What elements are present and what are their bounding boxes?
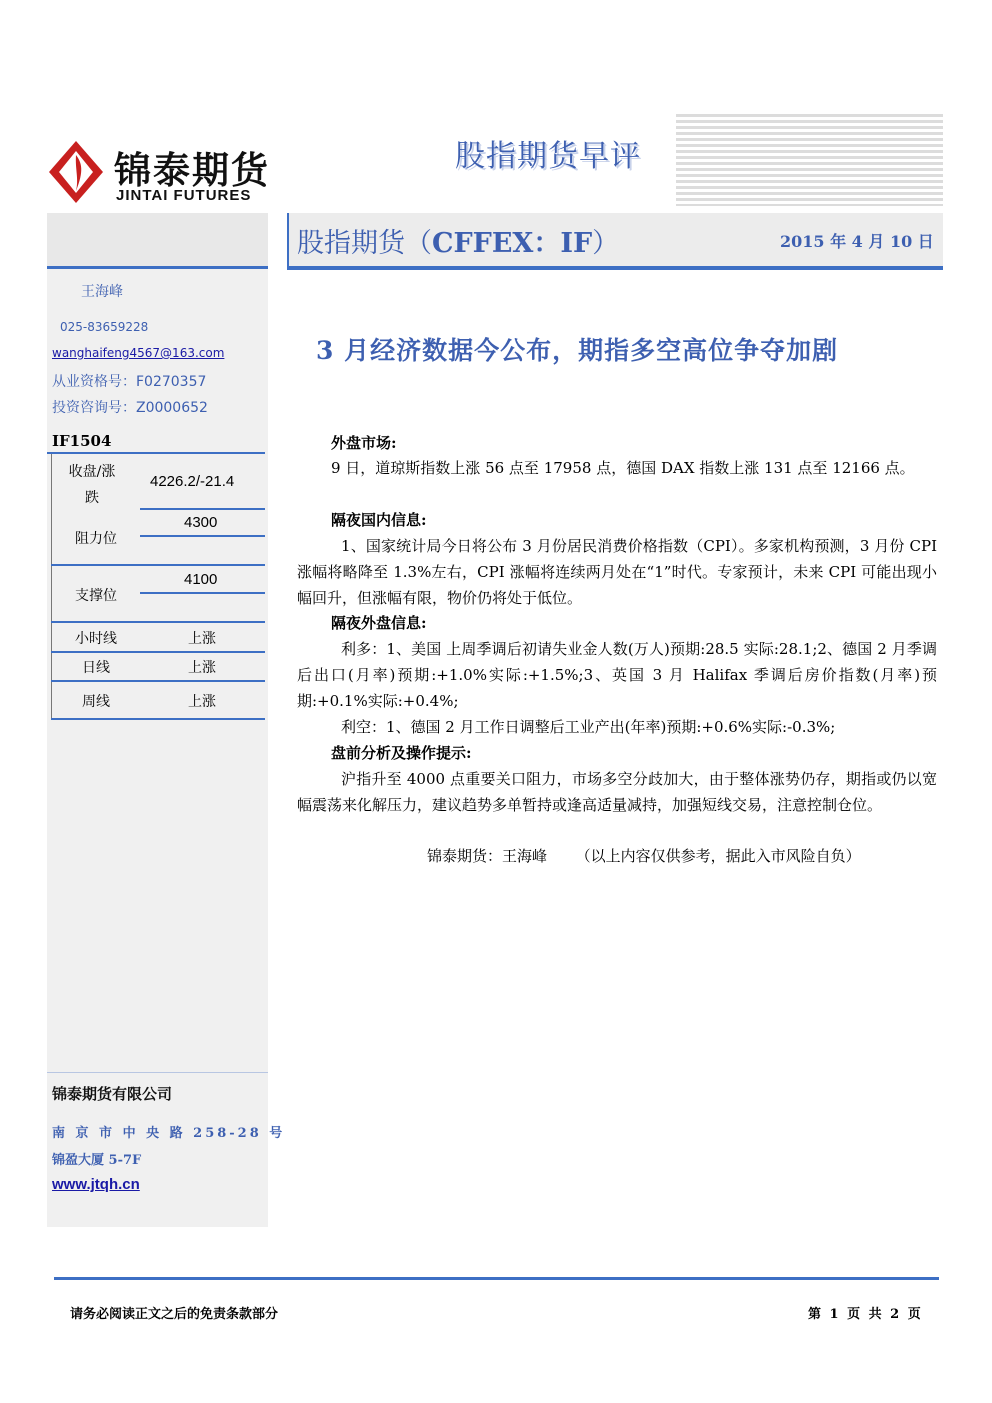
report-title: 股指期货早评 — [455, 139, 641, 174]
section-paragraph: 9 日，道琼斯指数上涨 56 点至 17958 点，德国 DAX 指数上涨 131 点至 12166 点。 — [331, 459, 915, 477]
page-number: 第 1 页 共 2 页 — [808, 1307, 923, 1322]
company-logo-icon — [49, 141, 103, 203]
table-divider — [51, 680, 265, 682]
contract-code: IF1504 — [52, 432, 112, 450]
header-accent-line — [287, 213, 289, 266]
table-value-weekly: 上涨 — [188, 694, 216, 710]
company-name: 锦泰期货有限公司 — [52, 1085, 173, 1103]
table-label-weekly: 周线 — [82, 694, 110, 710]
table-divider — [51, 651, 265, 653]
logo-chinese-name: 锦泰期货 — [114, 149, 270, 192]
article-headline: 3 月经济数据今公布，期指多空高位争夺加剧 — [316, 336, 839, 365]
author-phone: 025-83659228 — [60, 320, 149, 334]
footer-divider — [54, 1277, 939, 1280]
table-label-close — [60, 459, 124, 511]
contract-divider — [47, 452, 265, 454]
table-label-resistance: 阻力位 — [75, 531, 117, 547]
table-label-daily: 日线 — [82, 660, 110, 676]
sidebar-header-block — [47, 213, 268, 266]
author-email-link[interactable]: wanghaifeng4567@163.com — [52, 346, 225, 360]
company-website-link[interactable]: www.jtqh.cn — [52, 1176, 140, 1193]
table-value-daily: 上涨 — [188, 660, 216, 676]
product-suffix: ） — [592, 228, 620, 259]
table-value-close: 4226.2/-21.4 — [150, 473, 235, 490]
section-paragraph: 利多：1、美国 上周季调后初请失业金人数(万人)预期:28.5 实际:28.1;2、德国 2 月季调后出口(月率)预期:+1.0%实际:+1.5%;3、英国 3 月 Halifax 季调后房价指数(月率)预期:+0.1%实际:+0.4%; — [297, 640, 937, 710]
table-divider — [140, 508, 265, 510]
table-divider — [51, 621, 265, 623]
company-address: 南 京 市 中 央 路 258-28 号 — [52, 1126, 286, 1141]
table-value-support: 4100 — [184, 571, 218, 588]
table-label-close-line2: 跌 — [85, 490, 99, 506]
logo-english-name: JINTAI FUTURES — [116, 187, 252, 204]
product-prefix: 股指期货（ — [297, 228, 432, 259]
section-title-overseas-market: 外盘市场: — [331, 434, 397, 452]
footer-disclaimer: 请务必阅读正文之后的免责条款部分 — [70, 1307, 279, 1322]
table-label-hourly: 小时线 — [75, 631, 117, 647]
company-divider — [47, 1072, 268, 1073]
table-value-hourly: 上涨 — [188, 631, 216, 647]
product-code: CFFEX：IF — [432, 228, 593, 259]
table-divider — [140, 592, 265, 594]
section-paragraph: 1、国家统计局今日将公布 3 月份居民消费价格指数（CPI）。多家机构预测，3 月份 CPI 涨幅将略降至 1.3%左右，CPI 涨幅将连续两月处在“1”时代。专家预计，未来 CPI 可能出现小幅回升，但涨幅有限，物价仍将处于低位。 — [297, 537, 937, 607]
decorative-stripes — [676, 114, 943, 206]
table-divider — [140, 535, 265, 537]
table-divider — [51, 564, 265, 566]
table-value-resistance: 4300 — [184, 514, 218, 531]
header-divider — [287, 266, 943, 270]
product-name — [297, 221, 619, 260]
section-paragraph: 沪指升至 4000 点重要关口阻力，市场多空分歧加大，由于整体涨势仍存，期指或仍以宽幅震荡来化解压力，建议趋势多单暂持或逢高适量减持，加强短线交易，注意控制仓位。 — [297, 770, 937, 814]
author-name: 王海峰 — [81, 284, 123, 300]
company-building: 锦盈大厦 5-7F — [52, 1153, 142, 1168]
section-title-overseas-news: 隔夜外盘信息: — [331, 614, 427, 632]
qualification-number: 从业资格号：F0270357 — [52, 374, 207, 390]
table-label-close-line1: 收盘/涨 — [68, 464, 116, 480]
section-paragraph: 利空：1、德国 2 月工作日调整后工业产出(年率)预期:+0.6%实际:-0.3%; — [341, 718, 836, 736]
consulting-number: 投资咨询号：Z0000652 — [52, 400, 208, 416]
article-signature: 锦泰期货：王海峰 （以上内容仅供参考，据此入市风险自负） — [427, 847, 861, 865]
table-label-support: 支撑位 — [75, 588, 117, 604]
table-divider — [51, 718, 265, 720]
section-title-domestic-news: 隔夜国内信息: — [331, 511, 427, 529]
report-date: 2015 年 4 月 10 日 — [780, 232, 934, 251]
section-title-analysis: 盘前分析及操作提示: — [331, 744, 472, 762]
